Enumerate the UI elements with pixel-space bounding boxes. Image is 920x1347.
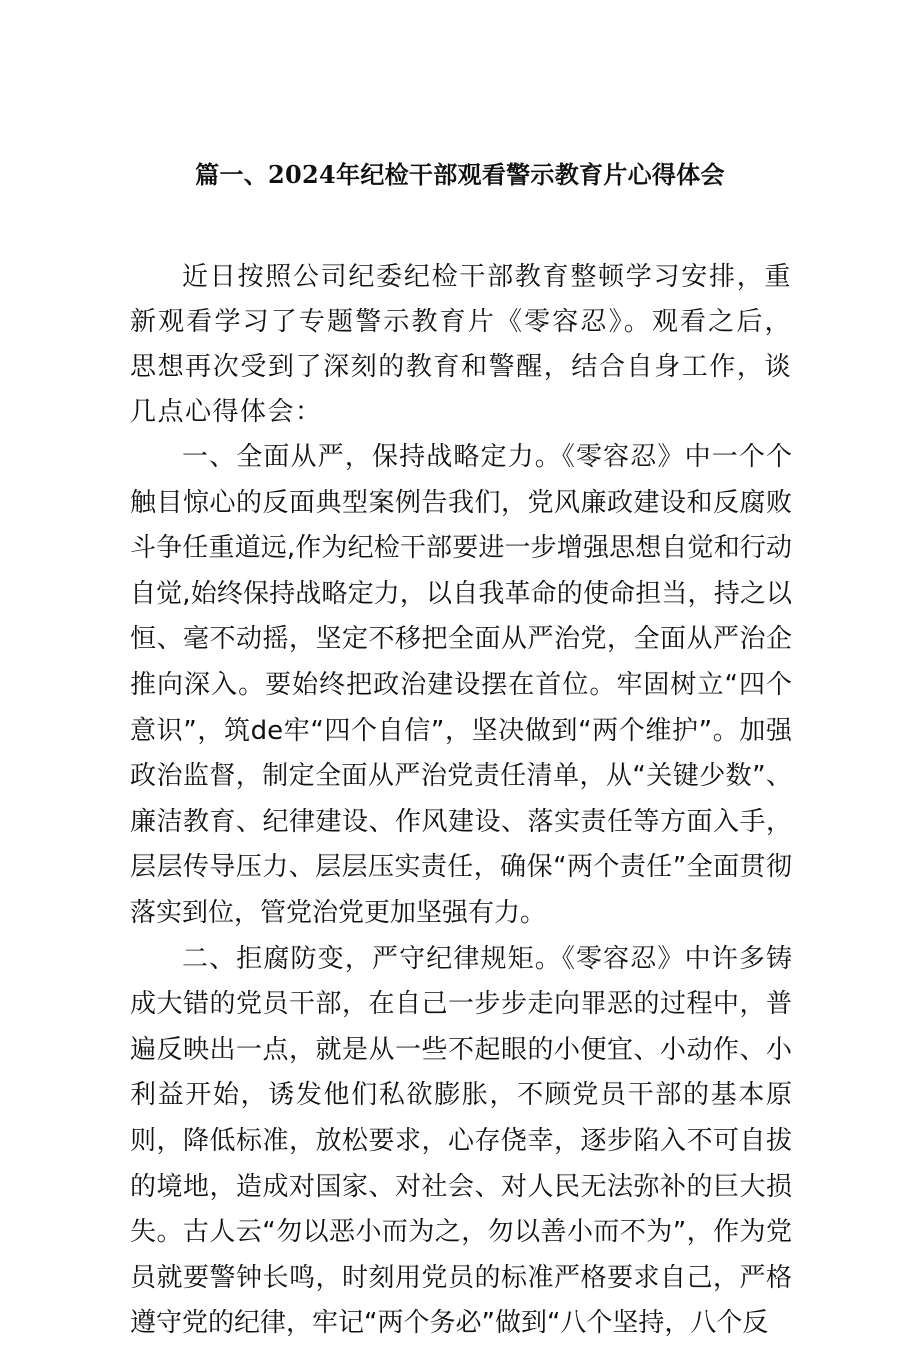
section-two-paragraph: 二、拒腐防变，严守纪律规矩。《零容忍》中许多铸成大错的党员干部，在自己一步步走向罪恶的过程中，普遍反映出一点，就是从一些不起眼的小便宜、小动作、小利益开始，诱发他们私欲膨胀，不顾党员干部的基本原则，降低标准，放松要求，心存侥幸，逐步陷入不可自拔的境地，造成对国家、对社会、对人民无法弥补的巨大损失。古人云“勿以恶小而为之，勿以善小而不为”，作为党员就要警钟长鸣，时刻用党员的标准严格要求自己，严格遵守党的纪律，牢记“两个务必”做到“八个坚持，八个反 bbox=[130, 943, 792, 1339]
document-body bbox=[130, 255, 792, 1347]
document-title: 篇一、2024年纪检干部观看警示教育片心得体会 bbox=[195, 160, 725, 189]
intro-paragraph: 近日按照公司纪委纪检干部教育整顿学习安排，重新观看学习了专题警示教育片《零容忍》。观看之后，思想再次受到了深刻的教育和警醒，结合自身工作，谈几点心得体会： bbox=[130, 262, 792, 427]
section-one-paragraph: 一、全面从严，保持战略定力。《零容忍》中一个个触目惊心的反面典型案例告我们，党风廉政建设和反腐败斗争任重道远,作为纪检干部要进一步增强思想自觉和行动自觉,始终保持战略定力，以自我革命的使命担当，持之以恒、毫不动摇，坚定不移把全面从严治党，全面从严治企推向深入。要始终把政治建设摆在首位。牢固树立“四个意识”，筑de牢“四个自信”，坚决做到“两个维护”。加强政治监督，制定全面从严治党责任清单，从“关键少数”、廉洁教育、纪律建设、作风建设、落实责任等方面入手，层层传导压力、层层压实责任，确保“两个责任”全面贯彻落实到位，管党治党更加坚强有力。 bbox=[130, 442, 792, 928]
